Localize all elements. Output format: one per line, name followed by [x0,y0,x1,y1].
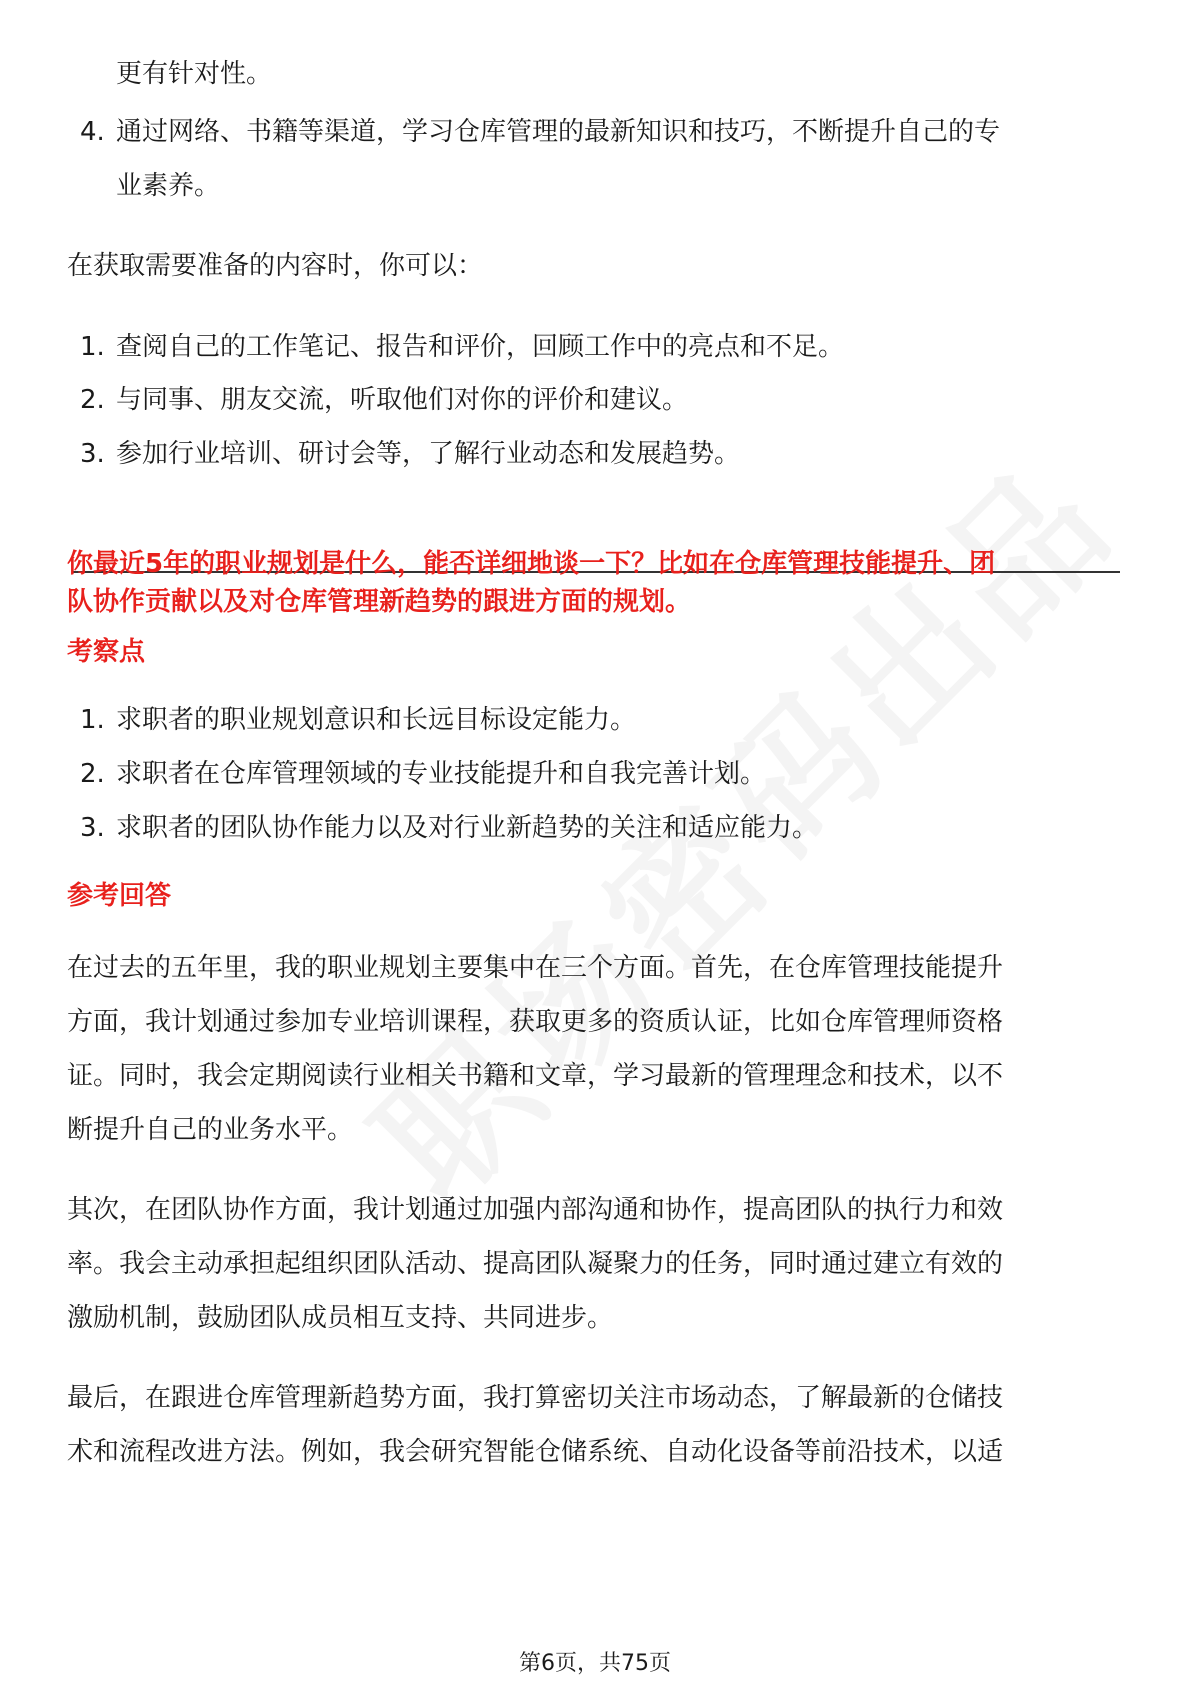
list-number: 3. [80,439,105,469]
answer-paragraph-line: 方面，我计划通过参加专业培训课程，获取更多的资质认证，比如仓库管理师资格 [67,1007,1004,1037]
exam-points-heading: 考察点 [67,637,146,667]
list-number: 2. [80,385,105,415]
answer-paragraph-line: 证。同时，我会定期阅读行业相关书籍和文章，学习最新的管理理念和技术，以不 [67,1061,1004,1091]
page-number-footer: 第6页，共75页 [519,1651,671,1676]
watermark [320,378,1180,1238]
list-item-text: 业素养。 [116,171,221,201]
question-line: 你最近5年的职业规划是什么，能否详细地谈一下？比如在仓库管理技能提升、团 [67,549,996,579]
list-number: 2. [80,759,105,789]
list-number: 1. [80,332,105,362]
list-item-text: 求职者的职业规划意识和长远目标设定能力。 [116,705,637,735]
list-number: 4. [80,117,105,147]
answer-paragraph-line: 在过去的五年里，我的职业规划主要集中在三个方面。首先，在仓库管理技能提升 [67,953,1004,983]
answer-paragraph-line: 术和流程改进方法。例如，我会研究智能仓储系统、自动化设备等前沿技术，以适 [67,1437,1004,1467]
continuation-line: 更有针对性。 [116,59,273,89]
list-item-text: 求职者在仓库管理领域的专业技能提升和自我完善计划。 [116,759,767,789]
list-item-text: 查阅自己的工作笔记、报告和评价，回顾工作中的亮点和不足。 [116,332,845,362]
answer-paragraph-line: 其次，在团队协作方面，我计划通过加强内部沟通和协作，提高团队的执行力和效 [67,1195,1004,1225]
answer-paragraph-line: 断提升自己的业务水平。 [67,1115,354,1145]
list-item-text: 与同事、朋友交流，听取他们对你的评价和建议。 [116,385,689,415]
list-number: 3. [80,813,105,843]
answer-heading: 参考回答 [67,881,172,911]
list-item-text: 求职者的团队协作能力以及对行业新趋势的关注和适应能力。 [116,813,819,843]
answer-paragraph-line: 率。我会主动承担起组织团队活动、提高团队凝聚力的任务，同时通过建立有效的 [67,1249,1004,1279]
answer-paragraph-line: 激励机制，鼓励团队成员相互支持、共同进步。 [67,1303,614,1333]
list-item-text: 参加行业培训、研讨会等，了解行业动态和发展趋势。 [116,439,741,469]
intro-paragraph: 在获取需要准备的内容时，你可以： [67,251,484,281]
answer-paragraph-line: 最后，在跟进仓库管理新趋势方面，我打算密切关注市场动态，了解最新的仓储技 [67,1383,1004,1413]
list-item-text: 通过网络、书籍等渠道，学习仓库管理的最新知识和技巧，不断提升自己的专 [116,117,1001,147]
list-number: 1. [80,705,105,735]
question-line: 队协作贡献以及对仓库管理新趋势的跟进方面的规划。 [67,587,692,617]
